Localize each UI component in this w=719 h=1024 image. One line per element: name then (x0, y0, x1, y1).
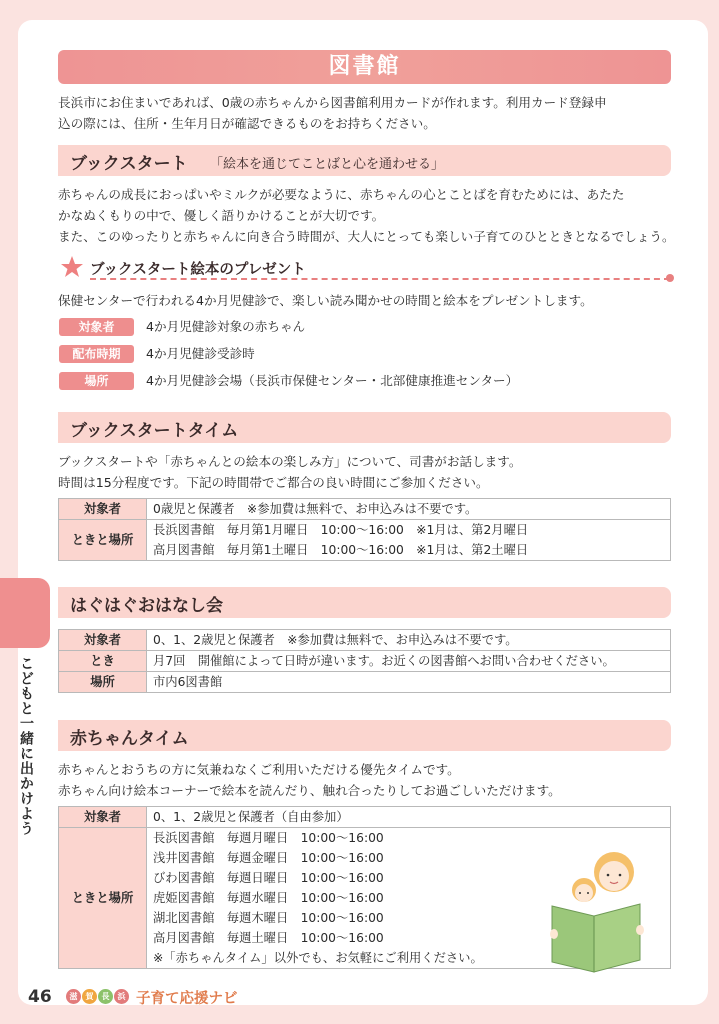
present-value: 4か月児健診会場（長浜市保健センター・北部健康推進センター） (146, 373, 519, 388)
present-value: 4か月児健診対象の赤ちゃん (146, 319, 306, 334)
text-line: かなぬくもりの中で、優しく語りかけることが大切です。 (58, 208, 385, 223)
side-label: こどもと一緒に出かけよう (18, 656, 34, 836)
table-row (59, 651, 671, 672)
baby-time-text (58, 759, 561, 801)
text-line: 時間は15分程度です。下記の時間帯でご都合の良い時間にご参加ください。 (58, 475, 489, 490)
schedule-line: 高月図書館 毎週土曜日 10:00〜16:00 (153, 931, 384, 945)
bookstart-text (58, 184, 675, 247)
schedule-line: びわ図書館 毎週日曜日 10:00〜16:00 (153, 871, 384, 885)
section-subtitle: 「絵本を通じてことばと心を通わせる」 (210, 157, 445, 172)
schedule-line: 長浜図書館 毎週月曜日 10:00〜16:00 (153, 831, 384, 845)
section-hagu (58, 587, 671, 618)
table-row (59, 499, 671, 520)
schedule-line: 高月図書館 毎月第1土曜日 10:00〜16:00 ※1月は、第2土曜日 (153, 543, 529, 557)
schedule-line: 長浜図書館 毎月第1月曜日 10:00〜16:00 ※1月は、第2月曜日 (153, 523, 529, 537)
table-row (59, 807, 671, 828)
row-value: 0、1、2歳児と保護者（自由参加） (147, 807, 671, 828)
intro-line: 長浜市にお住まいであれば、0歳の赤ちゃんから図書館利用カードが作れます。利用カード登録申 (58, 95, 607, 110)
section-title: はぐはぐおはなし会 (70, 596, 223, 616)
row-value: 月7回 開催館によって日時が違います。お近くの図書館へお問い合わせください。 (147, 651, 671, 672)
row-header: ときと場所 (59, 520, 147, 561)
side-tab (0, 578, 50, 648)
table-row (59, 630, 671, 651)
row-value: 市内6図書館 (147, 672, 671, 693)
page-title: 図書館 (58, 50, 671, 84)
section-title: ブックスタートタイム (70, 421, 239, 441)
table-row (59, 672, 671, 693)
section-bookstart (58, 145, 671, 176)
brand-badge: 滋 (66, 989, 81, 1004)
star-icon (60, 255, 84, 279)
row-value: 0、1、2歳児と保護者 ※参加費は無料で、お申込みは不要です。 (147, 630, 671, 651)
section-title: 赤ちゃんタイム (70, 729, 189, 749)
section-title: ブックスタート (70, 154, 188, 174)
row-header: 対象者 (59, 499, 147, 520)
schedule-line: 虎姫図書館 毎週水曜日 10:00〜16:00 (153, 891, 384, 905)
row-header: 対象者 (59, 630, 147, 651)
section-baby-time (58, 720, 671, 751)
text-line: 赤ちゃん向け絵本コーナーで絵本を読んだり、触れ合ったりしてお過ごしいただけます。 (58, 783, 561, 798)
row-header: 対象者 (59, 807, 147, 828)
present-title: ブックスタート絵本のプレゼント (90, 262, 306, 278)
text-line: ブックスタートや「赤ちゃんとの絵本の楽しみ方」について、司書がお話します。 (58, 454, 522, 469)
present-text: 保健センターで行われる4か月児健診で、楽しい読み聞かせの時間と絵本をプレゼントします。 (58, 293, 593, 308)
dashed-divider (90, 278, 670, 280)
present-heading (60, 255, 673, 283)
row-value (147, 520, 671, 561)
brand-badge: 浜 (114, 989, 129, 1004)
divider-dot (666, 274, 674, 282)
table-row (59, 520, 671, 561)
bookstart-time-text (58, 451, 521, 493)
schedule-line: 湖北図書館 毎週木曜日 10:00〜16:00 (153, 911, 384, 925)
section-bookstart-time (58, 412, 671, 443)
present-value: 4か月児健診受診時 (146, 346, 255, 361)
present-label: 配布時期 (59, 345, 134, 363)
bookstart-time-table (58, 498, 671, 561)
text-line: 赤ちゃんの成長におっぱいやミルクが必要なように、赤ちゃんの心とことばを育むためには、あたた (58, 187, 625, 202)
row-value: 0歳児と保護者 ※参加費は無料で、お申込みは不要です。 (147, 499, 671, 520)
brand-name: 子育て応援ナビ (136, 991, 238, 1007)
row-header: 場所 (59, 672, 147, 693)
hagu-table (58, 629, 671, 693)
reading-parent-illustration (542, 850, 654, 978)
present-label: 場所 (59, 372, 134, 390)
text-line: また、このゆったりと赤ちゃんに向き合う時間が、大人にとっても楽しい子育てのひとときとなるでしょう。 (58, 229, 675, 244)
present-label: 対象者 (59, 318, 134, 336)
row-header: ときと場所 (59, 828, 147, 969)
page-number: 46 (28, 987, 52, 1007)
intro-line: 込の際には、住所・生年月日が確認できるものをお持ちください。 (58, 116, 436, 131)
row-header: とき (59, 651, 147, 672)
text-line: 赤ちゃんとおうちの方に気兼ねなくご利用いただける優先タイムです。 (58, 762, 460, 777)
brand-badge: 長 (98, 989, 113, 1004)
schedule-note: ※「赤ちゃんタイム」以外でも、お気軽にご利用ください。 (153, 951, 483, 965)
intro-text (58, 92, 607, 134)
brand-badge: 賀 (82, 989, 97, 1004)
schedule-line: 浅井図書館 毎週金曜日 10:00〜16:00 (153, 851, 384, 865)
